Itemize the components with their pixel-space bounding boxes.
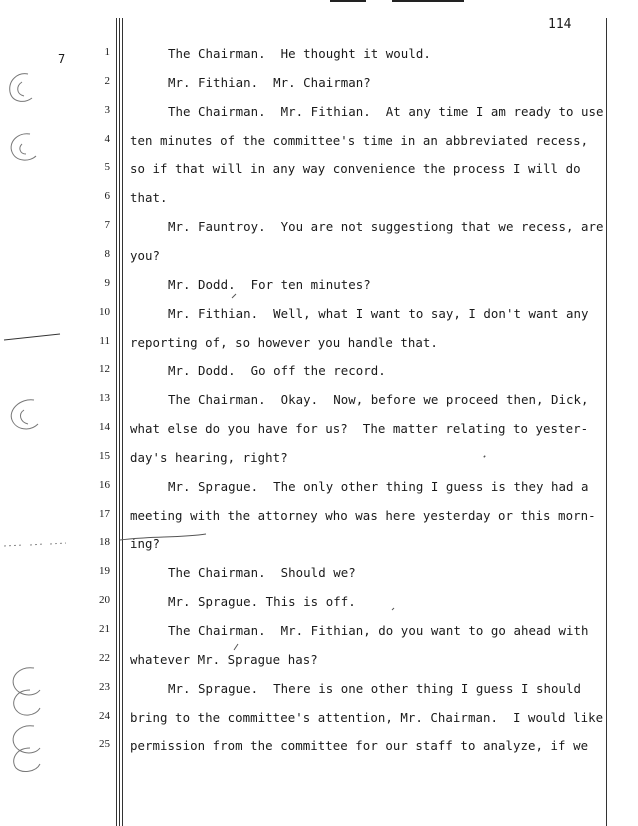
line-number: 11 (99, 334, 110, 347)
line-number: 18 (99, 536, 110, 549)
transcript-line: Mr. Fauntroy. You are not suggestiong that we recess, are (168, 219, 604, 235)
tick-mark-1 (232, 294, 236, 298)
line-number: 22 (99, 651, 110, 664)
transcript-line: Mr. Fithian. Well, what I want to say, I don't want any (168, 305, 589, 321)
transcript-line: ing? (130, 536, 161, 552)
transcript-line: ten minutes of the committee's time in an abbreviated recess, (130, 132, 589, 148)
line-number: 13 (99, 392, 110, 405)
line-number: 4 (104, 132, 110, 145)
reel-number: 7 (58, 52, 66, 66)
transcript-line: so if that will in any way convenience the process I will do (130, 161, 581, 177)
dot-mark (484, 456, 485, 457)
transcript-line: Mr. Sprague. There is one other thing I guess I should (168, 680, 582, 696)
line-number: 6 (104, 190, 110, 203)
line-number: 7 (104, 219, 110, 232)
line-number: 24 (99, 709, 110, 722)
line-number: 12 (99, 363, 110, 376)
transcript-line: reporting of, so however you handle that. (130, 334, 438, 350)
line-number: 9 (104, 276, 110, 289)
line-number: 15 (99, 449, 110, 462)
transcript-line: permission from the committee for our staff to analyze, if we (130, 738, 589, 754)
transcript-line: you? (130, 247, 161, 263)
line-number: 2 (104, 74, 110, 87)
transcript-line: day's hearing, right? (130, 449, 288, 465)
line-number: 3 (104, 103, 110, 116)
transcript-line: Mr. Sprague. This is off. (168, 594, 356, 610)
transcript-line: bring to the committee's attention, Mr. Chairman. I would like (130, 709, 604, 725)
transcript-line: meeting with the attorney who was here yesterday or this morn- (130, 507, 596, 523)
transcript-line: The Chairman. Should we? (168, 565, 356, 581)
transcript-line: The Chairman. Mr. Fithian, do you want to go ahead with (168, 623, 589, 638)
transcript-line: The Chairman. He thought it would. (168, 46, 431, 61)
line-number: 17 (99, 507, 110, 520)
line-number: 19 (99, 565, 110, 578)
transcript-line: Mr. Dodd. Go off the record. (168, 363, 386, 379)
line-number: 5 (104, 161, 110, 174)
transcript-line: The Chairman. Okay. Now, before we proceed then, Dick, (168, 392, 589, 408)
transcript-line: Mr. Dodd. For ten minutes? (168, 276, 371, 292)
line-number: 16 (99, 478, 110, 491)
dot-mark-2 (392, 608, 394, 610)
tick-mark-2 (234, 644, 238, 650)
transcript-line: whatever Mr. Sprague has? (130, 651, 318, 667)
line-number: 25 (99, 738, 110, 751)
transcript-line: The Chairman. Mr. Fithian. At any time I am ready to use (168, 103, 604, 119)
transcript-line: Mr. Sprague. The only other thing I guess is they had a (168, 478, 589, 494)
transcript-line: what else do you have for us? The matter relating to yester- (130, 421, 589, 437)
transcript-line: Mr. Fithian. Mr. Chairman? (168, 74, 371, 90)
line-number: 10 (99, 305, 110, 318)
line-number: 1 (104, 46, 110, 58)
line-number: 14 (99, 421, 110, 434)
line-number: 21 (99, 623, 110, 635)
transcript-line: that. (130, 190, 168, 206)
line-number: 20 (99, 594, 110, 607)
page-number: 114 (548, 17, 572, 32)
line-number: 23 (99, 680, 110, 693)
line-number: 8 (104, 247, 110, 260)
underline-scribble (120, 534, 206, 540)
